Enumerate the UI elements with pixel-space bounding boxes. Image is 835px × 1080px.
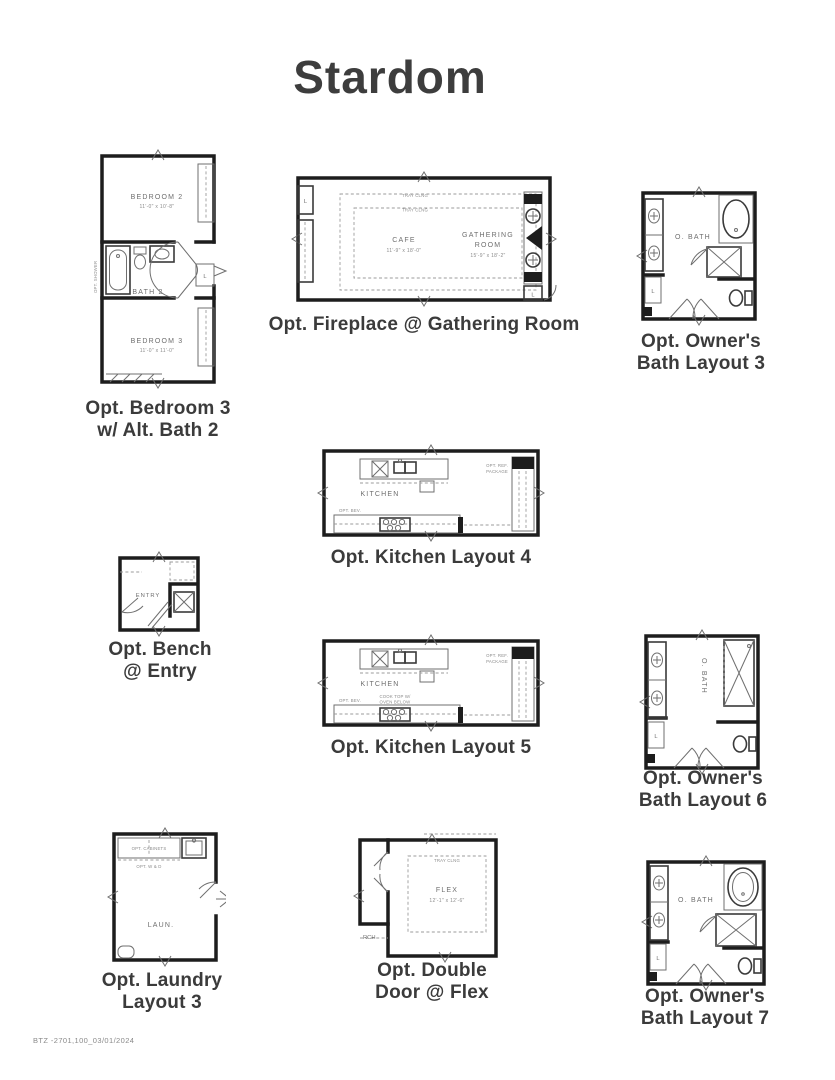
owners-bath6-drawing (636, 626, 766, 776)
walls (360, 840, 496, 956)
laundry-label: LAUN. (147, 922, 175, 929)
vanity-sinks (650, 866, 668, 940)
obath-label: O. BATH (678, 897, 714, 904)
kitchen-label: KITCHEN (360, 491, 400, 498)
cooktop-label-1: COOK TOP W/ (379, 694, 411, 699)
shower-icon (724, 640, 754, 706)
opt-bev-label: OPT. BEV. (339, 698, 361, 703)
caption-fireplace-gathering-line1: Opt. Fireplace @ Gathering Room (268, 314, 580, 335)
gathering-room-label-1: GATHERING (462, 232, 514, 239)
caption-double-door-flex (375, 960, 489, 1005)
plan-fireplace-gathering (288, 168, 560, 310)
porch-partial-label: RCH (363, 935, 376, 941)
sheet-number: BTZ -2701,100_03/01/2024 (33, 1036, 135, 1045)
caption-owners-bath-6-line1: Opt. Owner's (643, 768, 763, 789)
island-counter (360, 649, 448, 682)
double-door-icons (374, 852, 388, 892)
toilet-icon (739, 958, 762, 974)
vanity-sinks (648, 642, 666, 718)
tub-icon (719, 195, 753, 243)
caption-kitchen-4 (331, 547, 532, 569)
flex-dims: 12'-1" x 12'-6" (429, 898, 465, 904)
page-title: Stardom (293, 51, 487, 103)
caption-owners-bath-6 (639, 768, 767, 813)
plan-kitchen-4 (316, 441, 546, 545)
bedroom2-label: BEDROOM 2 (130, 194, 184, 201)
shower-icon (700, 914, 756, 946)
tray-ceiling-label: TRAY CLNG (434, 858, 460, 863)
gathering-room-label-2: ROOM (474, 242, 502, 249)
plan-bench-entry (112, 550, 206, 638)
bench-icon (174, 592, 194, 612)
plan-owners-bath-6 (636, 626, 766, 776)
kitchen5-drawing (316, 631, 546, 735)
toilet-icon (730, 290, 753, 306)
linen-label-2: L (531, 292, 535, 299)
plan-bedroom3-alt-bath2 (86, 146, 236, 390)
fireplace-builtins (524, 192, 542, 284)
storage-dashes (120, 562, 194, 580)
plan-owners-bath-3 (633, 183, 763, 327)
caption-double-door-flex-line1: Opt. Double (377, 960, 487, 981)
caption-owners-bath-7-line2: Bath Layout 7 (640, 1008, 770, 1030)
door-arcs (674, 748, 724, 768)
owners-bath3-drawing (633, 183, 763, 327)
break-marks (640, 630, 708, 774)
bedroom2-dims: 11'-0" x 10'-8" (139, 204, 175, 210)
owners-bath7-drawing (638, 852, 772, 992)
tray-ceiling-label-2: TRAY CLNG (402, 207, 428, 213)
bedroom3-plan-drawing (86, 146, 236, 390)
opt-ref-label-2: PACKAGE (486, 659, 508, 664)
caption-kitchen-5-line1: Opt. Kitchen Layout 5 (330, 737, 532, 758)
tub-icon (106, 246, 130, 294)
cafe-label: CAFE (392, 237, 416, 244)
utility-sink-icon (182, 838, 206, 858)
tray-ceiling-label-1: TRAY CLNG (402, 193, 428, 198)
plan-double-door-flex (350, 826, 506, 964)
caption-bench-entry-line2: @ Entry (123, 661, 197, 683)
linen-label: L (651, 289, 655, 295)
caption-bench-entry (108, 639, 211, 684)
caption-kitchen-5 (331, 737, 532, 759)
cafe-dims: 11'-9" x 18'-0" (386, 248, 422, 254)
caption-bedroom3-line1: Opt. Bedroom 3 (85, 398, 231, 419)
caption-owners-bath-3-line2: Bath Layout 3 (636, 353, 766, 375)
plan-owners-bath-7 (638, 852, 772, 992)
bedroom3-label: BEDROOM 3 (130, 338, 184, 345)
walls (643, 193, 755, 319)
caption-fireplace-gathering (269, 314, 580, 336)
opt-wd-label: OPT. W & D (136, 864, 162, 869)
gathering-room-dims: 15'-9" x 18'-2" (470, 253, 506, 259)
caption-bedroom3 (85, 398, 230, 443)
linen-label: L (203, 274, 207, 280)
linen-label: L (303, 199, 308, 205)
caption-owners-bath-3-line1: Opt. Owner's (641, 331, 761, 352)
caption-bedroom3-line2: w/ Alt. Bath 2 (97, 420, 219, 442)
caption-owners-bath-7-line1: Opt. Owner's (645, 986, 765, 1007)
gathering-plan-drawing (288, 168, 560, 310)
flex-drawing (350, 826, 506, 964)
caption-owners-bath-7 (641, 986, 769, 1031)
shower-icon (691, 247, 741, 277)
pantry-fridge (512, 647, 534, 721)
caption-kitchen-4-line1: Opt. Kitchen Layout 4 (330, 547, 532, 568)
cooktop-counter (334, 515, 512, 533)
caption-bench-entry-line1: Opt. Bench (108, 639, 212, 660)
kitchen4-drawing (316, 441, 546, 545)
tray-ceiling-outline (408, 856, 486, 932)
flex-label: FLEX (435, 887, 459, 894)
linen-label: L (654, 734, 658, 740)
cooktop-label-2: OVEN BELOW (379, 699, 411, 705)
opt-shower-label: OPT. SHOWER (93, 260, 98, 293)
bedroom3-dims: 11'-0" x 11'-0" (139, 348, 175, 354)
plan-kitchen-5 (316, 631, 546, 735)
laundry3-drawing (104, 824, 226, 968)
caption-laundry-3-line2: Layout 3 (122, 992, 202, 1014)
plan-laundry-3 (104, 824, 226, 968)
tray-ceiling-outlines (340, 194, 536, 290)
sink-icon (150, 246, 174, 262)
entry-label: ENTRY (135, 593, 161, 599)
cooktop-counter (334, 705, 512, 723)
opt-cabinets-label: OPT. CABINETS (131, 846, 167, 851)
vanity-sinks (645, 199, 663, 271)
pantry-fridge (512, 457, 534, 531)
bench-entry-drawing (112, 550, 206, 638)
linen-label: L (656, 956, 660, 962)
break-marks (108, 828, 226, 966)
island-counter (360, 459, 448, 492)
toilet-icon (134, 247, 146, 269)
caption-owners-bath-3 (637, 331, 765, 376)
break-marks (637, 187, 705, 325)
opt-bev-label: OPT. BEV. (339, 508, 361, 513)
caption-owners-bath-6-line2: Bath Layout 6 (638, 790, 768, 812)
opt-ref-label-1: OPT. REF. (486, 653, 508, 658)
bath2-label: BATH 2 (132, 289, 164, 296)
kitchen-label: KITCHEN (360, 681, 400, 688)
opt-ref-label-1: OPT. REF. (486, 463, 508, 468)
freestanding-tub-icon (724, 864, 762, 910)
caption-laundry-3-line1: Opt. Laundry (101, 970, 223, 991)
obath-label: O. BATH (700, 658, 707, 694)
floor-sink-icon (118, 946, 134, 958)
opt-ref-label-2: PACKAGE (486, 469, 508, 474)
door-arc (199, 882, 216, 898)
caption-laundry-3 (102, 970, 223, 1015)
caption-double-door-flex-line2: Door @ Flex (375, 982, 489, 1004)
door-arcs (122, 598, 172, 628)
obath-label: O. BATH (675, 234, 711, 241)
toilet-icon (734, 736, 757, 752)
